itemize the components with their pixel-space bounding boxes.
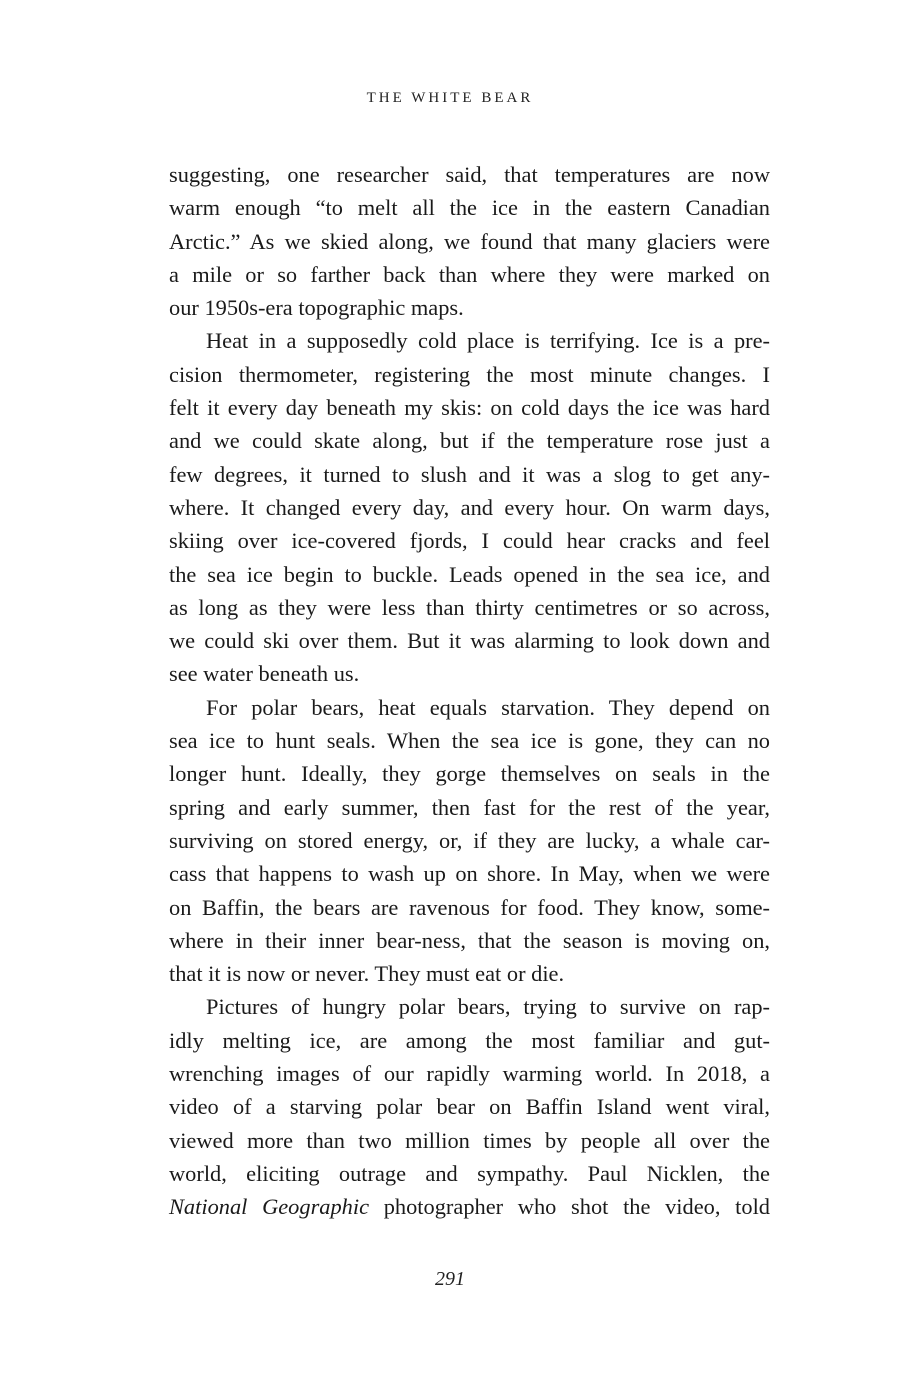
text-line: our 1950s-era topographic maps. [169,295,464,321]
page-number: 291 [435,1268,465,1290]
text-line: warm enough “to melt all the ice in the eastern Canadian [169,195,770,221]
text-line: surviving on stored energy, or, if they are lucky, a whale car- [169,827,770,853]
text-line: spring and early summer, then fast for the rest of the year, [169,794,770,820]
text-line: Pictures of hungry polar bears, trying to survive on rap- [206,994,770,1020]
text-line: cision thermometer, registering the most minute changes. I [169,361,770,387]
text-line: where in their inner bear-ness, that the season is moving on, [169,927,770,953]
text-line: and we could skate along, but if the temperature rose just a [169,428,770,454]
text-line: world, eliciting outrage and sympathy. Paul Nicklen, the [169,1160,770,1186]
text-line: skiing over ice-covered fjords, I could hear cracks and feel [169,528,770,554]
text-line: Arctic.” As we skied along, we found that many glaciers were [169,228,770,254]
body-text [169,158,770,1224]
text-line: viewed more than two million times by people all over the [169,1127,770,1153]
text-line: few degrees, it turned to slush and it was a slog to get any- [169,461,770,487]
text-line: see water beneath us. [169,661,360,687]
text-line: we could ski over them. But it was alarming to look down and [169,628,770,654]
text-line-last [169,1190,770,1223]
text-line: idly melting ice, are among the most familiar and gut- [169,1027,770,1053]
text-line: suggesting, one researcher said, that temperatures are now [169,162,770,187]
text-line: on Baffin, the bears are ravenous for food. They know, some- [169,894,770,920]
text-line: For polar bears, heat equals starvation. They depend on [206,694,770,720]
text-line: wrenching images of our rapidly warming world. In 2018, a [169,1061,770,1087]
text-line: video of a starving polar bear on Baffin Island went viral, [169,1094,770,1120]
publication-title: National Geographic [169,1194,370,1220]
text-line: felt it every day beneath my skis: on cold days the ice was hard [169,395,770,421]
text-line: longer hunt. Ideally, they gorge themselves on seals in the [169,761,770,787]
text-line: Heat in a supposedly cold place is terrifying. Ice is a pre- [206,328,770,354]
text-line: that it is now or never. They must eat or die. [169,961,565,987]
text-line: a mile or so farther back than where they were marked on [169,261,770,287]
text-line: as long as they were less than thirty centimetres or so across, [169,594,770,620]
text-line: where. It changed every day, and every hour. On warm days, [169,494,770,520]
text-line: sea ice to hunt seals. When the sea ice is gone, they can no [169,728,770,754]
text-line: cass that happens to wash up on shore. In May, when we were [169,861,770,887]
text-fragment: photographer who shot the video, told [369,1194,770,1220]
running-head: THE WHITE BEAR [366,90,534,106]
text-line: the sea ice begin to buckle. Leads opened in the sea ice, and [169,561,770,587]
